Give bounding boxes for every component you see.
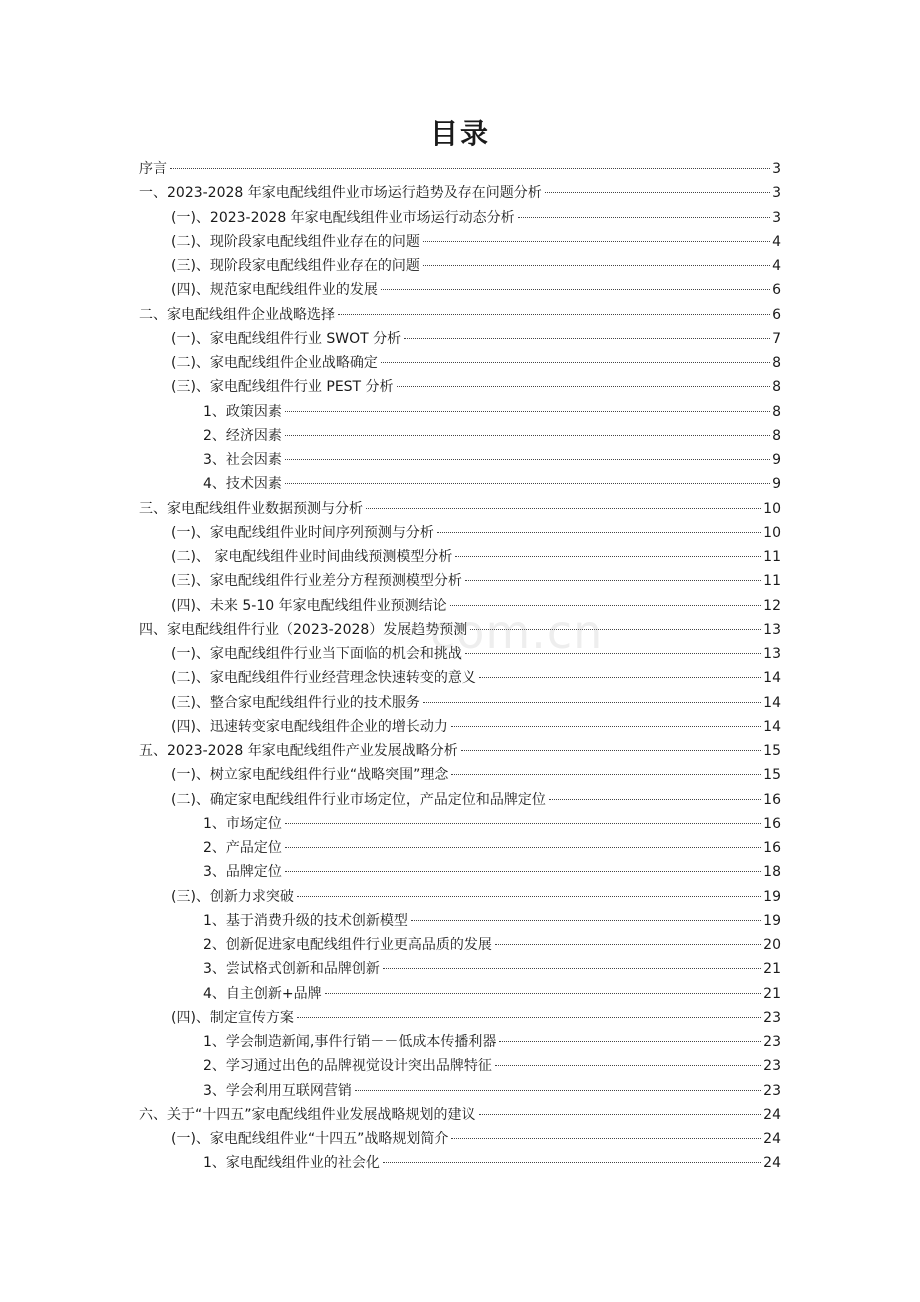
toc-dot-leader bbox=[325, 993, 762, 994]
toc-page-number: 11 bbox=[763, 549, 781, 565]
toc-page-number: 11 bbox=[763, 573, 781, 590]
toc-dot-leader bbox=[381, 289, 770, 290]
toc-entry[interactable] bbox=[139, 157, 781, 181]
toc-entry-label: (三)、整合家电配线组件行业的技术服务 bbox=[171, 694, 420, 711]
toc-page-number: 23 bbox=[763, 1058, 781, 1075]
toc-entry[interactable] bbox=[139, 521, 781, 545]
toc-page-number: 4 bbox=[772, 258, 781, 274]
toc-page-number: 9 bbox=[772, 476, 781, 493]
toc-dot-leader bbox=[499, 1041, 761, 1042]
toc-page-number: 4 bbox=[772, 233, 781, 250]
toc-page-number: 16 bbox=[763, 791, 781, 808]
toc-page-number: 13 bbox=[763, 621, 781, 638]
toc-entry-label: 2、产品定位 bbox=[203, 840, 282, 856]
toc-entry[interactable] bbox=[139, 715, 781, 739]
toc-page-number: 16 bbox=[763, 815, 781, 832]
toc-page-number: 7 bbox=[772, 330, 781, 347]
toc-entry-label: 一、2023-2028 年家电配线组件业市场运行趋势及存在问题分析 bbox=[139, 185, 542, 202]
toc-dot-leader bbox=[518, 217, 770, 218]
toc-entry-label: (一)、树立家电配线组件行业“战略突围”理念 bbox=[171, 767, 449, 784]
toc-entry[interactable] bbox=[139, 448, 781, 472]
toc-entry-label: (一)、家电配线组件业时间序列预测与分析 bbox=[171, 524, 434, 541]
toc-entry[interactable] bbox=[139, 739, 781, 763]
toc-entry-label: (一)、家电配线组件行业当下面临的机会和挑战 bbox=[171, 646, 462, 662]
toc-dot-leader bbox=[423, 265, 770, 266]
toc-entry[interactable] bbox=[139, 181, 781, 205]
toc-page-number: 24 bbox=[763, 1155, 781, 1172]
toc-page-number: 15 bbox=[763, 743, 781, 759]
toc-page-number: 10 bbox=[763, 524, 781, 541]
toc-page-number: 6 bbox=[772, 282, 781, 299]
toc-entry[interactable] bbox=[139, 812, 781, 836]
toc-entry[interactable] bbox=[139, 1127, 781, 1151]
toc-entry[interactable] bbox=[139, 788, 781, 812]
toc-entry-label: (三)、家电配线组件行业 PEST 分析 bbox=[171, 379, 394, 396]
toc-entry-label: 3、社会因素 bbox=[203, 452, 282, 468]
toc-dot-leader bbox=[285, 411, 770, 412]
toc-entry-label: 3、学会利用互联网营销 bbox=[203, 1082, 352, 1099]
toc-entry-label: 四、家电配线组件行业（2023-2028）发展趋势预测 bbox=[139, 621, 468, 638]
toc-entry-label: (二)、家电配线组件企业战略确定 bbox=[171, 355, 378, 371]
toc-page-number: 15 bbox=[763, 767, 781, 784]
toc-entry-label: (三)、家电配线组件行业差分方程预测模型分析 bbox=[171, 573, 462, 590]
toc-entry[interactable] bbox=[139, 327, 781, 351]
toc-dot-leader bbox=[383, 1162, 761, 1163]
toc-dot-leader bbox=[404, 338, 770, 339]
toc-page-number: 13 bbox=[763, 646, 781, 662]
toc-dot-leader bbox=[338, 314, 770, 315]
toc-page-number: 8 bbox=[772, 427, 781, 444]
toc-entry[interactable] bbox=[139, 424, 781, 448]
toc-dot-leader bbox=[495, 1065, 761, 1066]
toc-entry[interactable] bbox=[139, 594, 781, 618]
toc-page-number: 14 bbox=[763, 718, 781, 735]
toc-entry[interactable] bbox=[139, 642, 781, 666]
toc-entry[interactable] bbox=[139, 230, 781, 254]
toc-entry-label: (四)、未来 5-10 年家电配线组件业预测结论 bbox=[171, 597, 447, 614]
toc-entry[interactable] bbox=[139, 860, 781, 884]
toc-dot-leader bbox=[451, 726, 761, 727]
toc-entry[interactable] bbox=[139, 618, 781, 642]
toc-dot-leader bbox=[383, 968, 761, 969]
toc-page-number: 8 bbox=[772, 379, 781, 396]
toc-entry-label: (四)、迅速转变家电配线组件企业的增长动力 bbox=[171, 718, 448, 735]
toc-page-number: 21 bbox=[763, 985, 781, 1002]
toc-entry-label: (一)、2023-2028 年家电配线组件业市场运行动态分析 bbox=[171, 209, 515, 226]
toc-entry[interactable] bbox=[139, 1054, 781, 1078]
toc-entry-label: 2、学习通过出色的品牌视觉设计突出品牌特征 bbox=[203, 1058, 492, 1075]
toc-entry[interactable] bbox=[139, 957, 781, 981]
toc-dot-leader bbox=[285, 847, 761, 848]
toc-page-number: 23 bbox=[763, 1034, 781, 1050]
toc-entry-label: (二)、现阶段家电配线组件业存在的问题 bbox=[171, 233, 420, 250]
toc-entry[interactable] bbox=[139, 1030, 781, 1054]
toc-page-number: 18 bbox=[763, 864, 781, 881]
toc-dot-leader bbox=[297, 896, 761, 897]
toc-entry-label: 1、基于消费升级的技术创新模型 bbox=[203, 912, 408, 929]
watermark: com.cn bbox=[430, 605, 604, 659]
toc-entry[interactable] bbox=[139, 351, 781, 375]
toc-entry[interactable] bbox=[139, 933, 781, 957]
toc-dot-leader bbox=[297, 1017, 761, 1018]
toc-dot-leader bbox=[423, 241, 770, 242]
toc-entry-label: (四)、规范家电配线组件业的发展 bbox=[171, 282, 378, 299]
toc-dot-leader bbox=[355, 1090, 761, 1091]
toc-entry-label: 1、市场定位 bbox=[203, 815, 282, 832]
toc-dot-leader bbox=[465, 653, 761, 654]
toc-page-number: 6 bbox=[772, 306, 781, 323]
toc-entry-label: 序言 bbox=[139, 161, 167, 177]
toc-dot-leader bbox=[455, 556, 761, 557]
toc-entry-label: 五、2023-2028 年家电配线组件产业发展战略分析 bbox=[139, 743, 458, 759]
toc-page-number: 20 bbox=[763, 937, 781, 953]
toc-dot-leader bbox=[285, 823, 761, 824]
toc-dot-leader bbox=[285, 483, 770, 484]
toc-entry-label: 1、学会制造新闻,事件行销－－低成本传播利器 bbox=[203, 1034, 497, 1050]
toc-entry[interactable] bbox=[139, 885, 781, 909]
toc-entry[interactable] bbox=[139, 206, 781, 230]
toc-entry[interactable] bbox=[139, 909, 781, 933]
toc-entry[interactable] bbox=[139, 472, 781, 496]
toc-entry-label: (二)、 家电配线组件业时间曲线预测模型分析 bbox=[171, 549, 453, 565]
toc-page-number: 3 bbox=[772, 161, 781, 177]
toc-entry[interactable] bbox=[139, 278, 781, 302]
toc-entry-label: 4、自主创新+品牌 bbox=[203, 985, 322, 1002]
toc-entry[interactable] bbox=[139, 1103, 781, 1127]
toc-dot-leader bbox=[285, 459, 770, 460]
toc-entry[interactable] bbox=[139, 375, 781, 399]
toc-entry-label: 二、家电配线组件企业战略选择 bbox=[139, 306, 335, 323]
toc-entry[interactable] bbox=[139, 1006, 781, 1030]
toc-entry-label: 六、关于“十四五”家电配线组件业发展战略规划的建议 bbox=[139, 1106, 476, 1123]
toc-entry[interactable] bbox=[139, 254, 781, 278]
toc-entry[interactable] bbox=[139, 836, 781, 860]
toc-entry[interactable] bbox=[139, 1151, 781, 1175]
page-title: 目录 bbox=[429, 117, 490, 150]
toc-page-number: 19 bbox=[763, 888, 781, 905]
toc-entry-label: (二)、确定家电配线组件行业市场定位，产品定位和品牌定位 bbox=[171, 791, 546, 808]
toc-entry-label: 2、经济因素 bbox=[203, 427, 282, 444]
toc-dot-leader bbox=[549, 799, 761, 800]
toc-dot-leader bbox=[450, 605, 762, 606]
toc-dot-leader bbox=[423, 702, 761, 703]
toc-dot-leader bbox=[451, 1138, 761, 1139]
toc-entry-label: 2、创新促进家电配线组件行业更高品质的发展 bbox=[203, 937, 492, 953]
toc-entry-label: (四)、制定宣传方案 bbox=[171, 1009, 294, 1026]
toc-entry-label: (一)、家电配线组件行业 SWOT 分析 bbox=[171, 330, 402, 347]
toc-page-number: 24 bbox=[763, 1106, 781, 1123]
toc-entry[interactable] bbox=[139, 545, 781, 569]
toc-entry-label: 1、家电配线组件业的社会化 bbox=[203, 1155, 380, 1172]
toc-dot-leader bbox=[545, 192, 770, 193]
toc-page-number: 23 bbox=[763, 1082, 781, 1099]
toc-page-number: 23 bbox=[763, 1009, 781, 1026]
toc-dot-leader bbox=[437, 532, 761, 533]
toc-dot-leader bbox=[381, 362, 770, 363]
toc-page-number: 8 bbox=[772, 355, 781, 371]
toc-dot-leader bbox=[495, 944, 761, 945]
toc-entry-label: 三、家电配线组件业数据预测与分析 bbox=[139, 500, 363, 517]
toc-entry-label: 3、品牌定位 bbox=[203, 864, 282, 881]
toc-page-number: 10 bbox=[763, 500, 781, 517]
toc-dot-leader bbox=[285, 435, 770, 436]
toc-dot-leader bbox=[411, 920, 761, 921]
toc-entry[interactable] bbox=[139, 400, 781, 424]
toc-page-number: 8 bbox=[772, 403, 781, 420]
toc-dot-leader bbox=[479, 1114, 762, 1115]
table-of-contents bbox=[139, 157, 781, 1176]
toc-entry[interactable] bbox=[139, 763, 781, 787]
toc-entry[interactable] bbox=[139, 666, 781, 690]
toc-entry[interactable] bbox=[139, 1079, 781, 1103]
toc-dot-leader bbox=[451, 774, 761, 775]
toc-page-number: 12 bbox=[763, 597, 781, 614]
toc-page-number: 9 bbox=[772, 452, 781, 468]
toc-entry[interactable] bbox=[139, 691, 781, 715]
toc-dot-leader bbox=[397, 386, 771, 387]
toc-page-number: 16 bbox=[763, 840, 781, 856]
toc-dot-leader bbox=[461, 750, 761, 751]
toc-page-number: 3 bbox=[772, 209, 781, 226]
toc-dot-leader bbox=[465, 580, 761, 581]
toc-dot-leader bbox=[366, 508, 761, 509]
toc-page-number: 3 bbox=[772, 185, 781, 202]
toc-entry[interactable] bbox=[139, 303, 781, 327]
toc-entry-label: 3、尝试格式创新和品牌创新 bbox=[203, 961, 380, 978]
toc-entry-label: (三)、现阶段家电配线组件业存在的问题 bbox=[171, 258, 420, 274]
toc-entry-label: 4、技术因素 bbox=[203, 476, 282, 493]
toc-page-number: 21 bbox=[763, 961, 781, 978]
toc-dot-leader bbox=[170, 168, 770, 169]
toc-dot-leader bbox=[285, 871, 761, 872]
toc-entry-label: 1、政策因素 bbox=[203, 403, 282, 420]
toc-dot-leader bbox=[479, 677, 761, 678]
toc-entry[interactable] bbox=[139, 497, 781, 521]
toc-entry[interactable] bbox=[139, 982, 781, 1006]
toc-page-number: 19 bbox=[763, 912, 781, 929]
toc-entry-label: (一)、家电配线组件业“十四五”战略规划简介 bbox=[171, 1131, 449, 1147]
toc-dot-leader bbox=[470, 629, 761, 630]
toc-entry-label: (二)、家电配线组件行业经营理念快速转变的意义 bbox=[171, 670, 476, 687]
toc-entry-label: (三)、创新力求突破 bbox=[171, 888, 294, 905]
toc-page-number: 14 bbox=[763, 670, 781, 687]
toc-entry[interactable] bbox=[139, 569, 781, 593]
toc-page-number: 14 bbox=[763, 694, 781, 711]
toc-page-number: 24 bbox=[763, 1131, 781, 1147]
